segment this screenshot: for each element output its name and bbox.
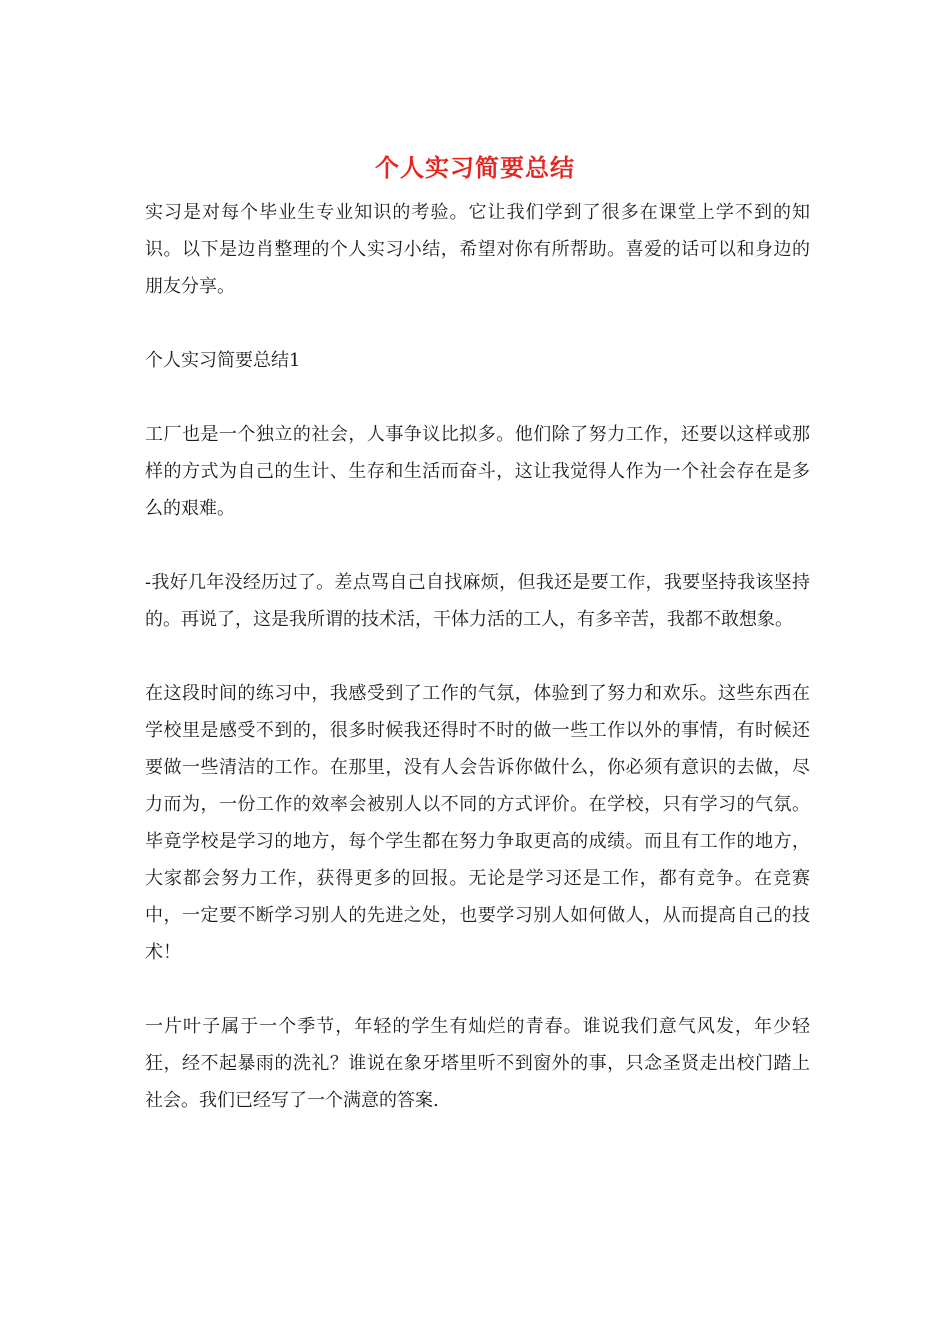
document-body <box>145 194 810 1119</box>
body-paragraph-2: -我好几年没经历过了。差点骂自己自找麻烦，但我还是要工作，我要坚持我该坚持的。再说了，这是我所谓的技术活，干体力活的工人，有多辛苦，我都不敢想象。 <box>145 572 810 630</box>
body-paragraph-1: 工厂也是一个独立的社会，人事争议比拟多。他们除了努力工作，还要以这样或那样的方式为自己的生计、生存和生活而奋斗，这让我觉得人作为一个社会存在是多么的艰难。 <box>145 424 810 519</box>
document-title: 个人实习简要总结 <box>375 153 575 182</box>
intro-paragraph: 实习是对每个毕业生专业知识的考验。它让我们学到了很多在课堂上学不到的知识。以下是边肖整理的个人实习小结，希望对你有所帮助。喜爱的话可以和身边的朋友分享。 <box>145 202 810 297</box>
body-paragraph-3: 在这段时间的练习中，我感受到了工作的气氛，体验到了努力和欢乐。这些东西在学校里是感受不到的，很多时候我还得时不时的做一些工作以外的事情，有时候还要做一些清洁的工作。在那里，没有人会告诉你做什么，你必须有意识的去做，尽力而为，一份工作的效率会被别人以不同的方式评价。在学校，只有学习的气氛。毕竟学校是学习的地方，每个学生都在努力争取更高的成绩。而且有工作的地方，大家都会努力工作，获得更多的回报。无论是学习还是工作，都有竞争。在竞赛中，一定要不断学习别人的先进之处，也要学习别人如何做人，从而提高自己的技术！ <box>145 683 810 963</box>
body-paragraph-4: 一片叶子属于一个季节，年轻的学生有灿烂的青春。谁说我们意气风发，年少轻狂，经不起暴雨的洗礼？谁说在象牙塔里听不到窗外的事，只念圣贤走出校门踏上社会。我们已经写了一个满意的答案. <box>145 1016 810 1111</box>
section-heading: 个人实习简要总结1 <box>145 350 301 371</box>
